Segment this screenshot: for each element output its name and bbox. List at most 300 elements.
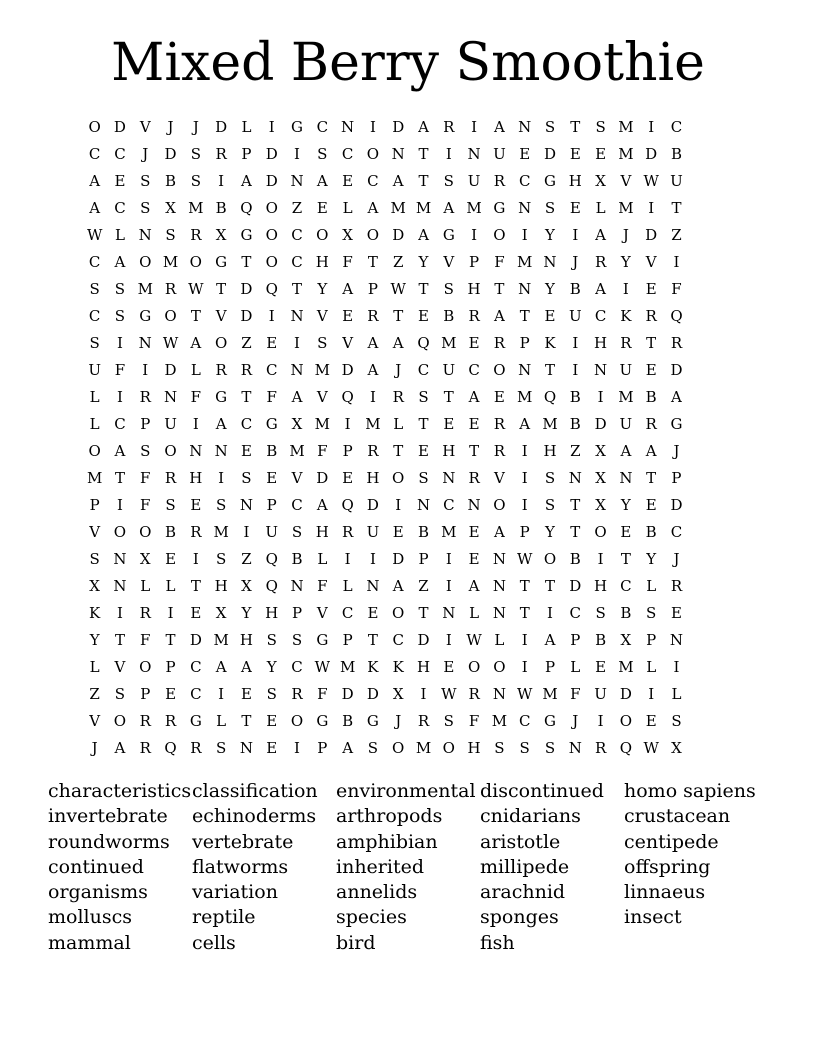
grid-letter: R (670, 576, 683, 595)
grid-letter: S (317, 333, 328, 352)
grid-letter: H (568, 171, 582, 190)
grid-letter: H (265, 603, 279, 622)
grid-letter: J (673, 441, 680, 460)
grid-letter: O (164, 306, 177, 325)
grid-letter: R (417, 711, 430, 730)
grid-letter: O (265, 198, 278, 217)
grid-letter: C (114, 414, 126, 433)
grid-letter: S (89, 333, 100, 352)
grid-letter: N (518, 117, 532, 136)
grid-letter: J (395, 711, 402, 730)
grid-letter: T (190, 306, 201, 325)
grid-letter: B (417, 522, 430, 541)
grid-letter: Z (418, 576, 429, 595)
grid-letter: Z (671, 225, 682, 244)
grid-letter: S (114, 306, 126, 325)
grid-letter: A (671, 387, 682, 406)
grid-letter: A (241, 171, 252, 190)
grid-letter: M (415, 198, 432, 217)
grid-letter: L (89, 387, 100, 406)
grid-letter: I (192, 414, 199, 433)
grid-letter: E (342, 171, 354, 190)
grid-letter: V (215, 306, 227, 325)
grid-letter: I (192, 549, 199, 568)
grid-letter: M (415, 738, 432, 757)
grid-letter: E (544, 306, 556, 325)
grid-letter: R (392, 387, 404, 406)
grid-letter: U (493, 144, 506, 163)
grid-letter: G (291, 117, 304, 136)
grid-letter: S (544, 117, 556, 136)
grid-letter: N (290, 576, 304, 595)
grid-letter: D (215, 117, 228, 136)
word-list-item: characteristics (48, 780, 192, 802)
grid-letter: T (418, 144, 429, 163)
grid-letter: I (243, 522, 250, 541)
grid-letter: B (443, 306, 455, 325)
grid-letter: A (392, 171, 404, 190)
grid-letter: S (215, 495, 227, 514)
grid-letter: T (646, 468, 657, 487)
grid-letter: Y (266, 657, 277, 676)
grid-letter: E (645, 495, 657, 514)
grid-letter: E (569, 144, 581, 163)
grid-letter: M (390, 198, 406, 217)
grid-letter: C (88, 306, 101, 325)
grid-letter: C (265, 360, 278, 379)
grid-letter: I (116, 387, 123, 406)
grid-letter: U (88, 360, 101, 379)
grid-letter: R (594, 252, 607, 271)
grid-letter: E (443, 414, 455, 433)
grid-letter: P (469, 252, 480, 271)
grid-letter: F (342, 252, 353, 271)
grid-letter: I (572, 225, 579, 244)
grid-row (82, 113, 689, 140)
grid-letter: A (493, 117, 505, 136)
grid-letter: J (142, 144, 149, 163)
grid-letter: Q (543, 387, 557, 406)
grid-letter: M (86, 468, 103, 487)
grid-letter: D (240, 279, 253, 298)
grid-letter: A (114, 252, 126, 271)
grid-letter: E (569, 198, 581, 217)
grid-row (82, 518, 689, 545)
grid-letter: T (367, 252, 378, 271)
grid-letter: V (316, 387, 328, 406)
grid-letter: M (339, 657, 356, 676)
grid-letter: N (518, 360, 532, 379)
grid-letter: Q (240, 198, 253, 217)
grid-row (82, 248, 689, 275)
grid-letter: Q (265, 279, 278, 298)
grid-letter: T (443, 387, 454, 406)
grid-letter: W (188, 279, 204, 298)
grid-letter: T (418, 171, 429, 190)
grid-letter: E (595, 657, 607, 676)
grid-row (82, 545, 689, 572)
grid-letter: M (517, 387, 533, 406)
grid-letter: M (466, 198, 482, 217)
grid-letter: N (290, 306, 304, 325)
grid-letter: A (291, 387, 303, 406)
grid-letter: V (114, 657, 126, 676)
grid-letter: I (420, 684, 427, 703)
grid-letter: E (266, 711, 278, 730)
grid-letter: T (519, 603, 530, 622)
grid-letter: G (366, 711, 379, 730)
word-list-item: cells (192, 931, 236, 954)
grid-letter: K (544, 333, 556, 352)
grid-letter: R (164, 279, 177, 298)
grid-letter: S (266, 684, 277, 703)
grid-letter: U (467, 171, 481, 190)
grid-letter: S (418, 468, 429, 487)
grid-letter: T (646, 333, 657, 352)
grid-letter: C (88, 252, 101, 271)
grid-letter: E (342, 468, 354, 487)
grid-letter: G (316, 711, 329, 730)
grid-letter: V (620, 171, 632, 190)
grid-row (82, 464, 689, 491)
word-list-item: inherited (336, 855, 424, 878)
grid-letter: E (266, 468, 278, 487)
grid-letter: E (190, 495, 202, 514)
grid-letter: H (315, 252, 329, 271)
grid-letter: C (114, 198, 126, 217)
grid-letter: L (114, 225, 125, 244)
grid-letter: M (618, 198, 634, 217)
grid-letter: P (165, 657, 176, 676)
grid-letter: R (620, 333, 632, 352)
grid-letter: O (594, 522, 607, 541)
word-list-item: amphibian (336, 830, 438, 853)
word-list-item: aristotle (480, 830, 561, 853)
grid-letter: I (218, 171, 225, 190)
grid-letter: C (88, 144, 101, 163)
grid-letter: R (341, 522, 354, 541)
grid-letter: D (265, 171, 278, 190)
word-list-item: invertebrate (48, 805, 168, 828)
grid-letter: A (114, 441, 126, 460)
grid-letter: S (114, 279, 126, 298)
grid-letter: T (114, 468, 125, 487)
grid-letter: E (266, 333, 278, 352)
grid-row (82, 275, 689, 302)
grid-letter: P (342, 441, 353, 460)
grid-letter: B (266, 441, 278, 460)
grid-letter: E (493, 387, 505, 406)
grid-letter: B (165, 171, 177, 190)
grid-letter: A (392, 333, 404, 352)
word-list-item: millipede (480, 855, 570, 878)
grid-letter: Z (89, 684, 100, 703)
word-list (48, 779, 768, 956)
word-list-item: flatworms (192, 855, 289, 878)
grid-row (82, 626, 689, 653)
word-list-item: cnidarians (480, 805, 581, 828)
grid-row (82, 140, 689, 167)
grid-letter: V (316, 306, 328, 325)
grid-letter: Z (392, 252, 404, 271)
grid-letter: H (416, 657, 431, 676)
grid-letter: M (213, 522, 229, 541)
grid-letter: N (113, 549, 127, 568)
grid-row (82, 653, 689, 680)
grid-letter: T (393, 306, 404, 325)
grid-letter: N (442, 603, 456, 622)
grid-letter: D (240, 306, 253, 325)
grid-letter: O (139, 657, 152, 676)
grid-letter: R (164, 468, 177, 487)
grid-letter: A (418, 225, 429, 244)
grid-letter: U (619, 414, 633, 433)
grid-letter: D (392, 225, 405, 244)
grid-letter: O (366, 225, 380, 244)
grid-letter: K (89, 603, 101, 622)
grid-letter: E (519, 144, 531, 163)
grid-letter: R (645, 414, 657, 433)
grid-letter: A (519, 414, 531, 433)
grid-letter: F (317, 441, 328, 460)
grid-letter: N (568, 738, 582, 757)
grid-letter: F (468, 711, 480, 730)
word-list-item: insect (624, 906, 682, 929)
grid-letter: H (543, 441, 557, 460)
grid-letter: E (165, 549, 177, 568)
grid-row (82, 356, 689, 383)
grid-letter: D (645, 144, 658, 163)
grid-letter: D (392, 549, 405, 568)
grid-letter: M (618, 657, 634, 676)
grid-letter: O (493, 495, 506, 514)
grid-letter: N (113, 576, 127, 595)
grid-letter: R (443, 117, 455, 136)
grid-letter: T (570, 117, 581, 136)
grid-letter: B (569, 279, 581, 298)
grid-letter: P (89, 495, 100, 514)
grid-letter: R (164, 711, 177, 730)
grid-letter: I (268, 117, 275, 136)
grid-letter: Q (265, 549, 278, 568)
word-list-item: arachnid (480, 881, 566, 904)
grid-letter: E (165, 684, 177, 703)
grid-letter: R (215, 360, 227, 379)
grid-letter: E (418, 441, 429, 460)
grid-letter: O (392, 603, 405, 622)
grid-letter: J (673, 549, 680, 568)
grid-letter: M (618, 117, 634, 136)
grid-letter: E (240, 441, 252, 460)
grid-letter: F (140, 495, 151, 514)
grid-letter: M (289, 441, 305, 460)
grid-letter: R (215, 144, 227, 163)
grid-letter: R (468, 684, 480, 703)
grid-letter: J (622, 225, 629, 244)
grid-letter: V (139, 117, 151, 136)
grid-letter: B (342, 711, 354, 730)
grid-letter: S (291, 522, 303, 541)
grid-letter: C (190, 684, 202, 703)
grid-letter: S (266, 630, 277, 649)
grid-letter: I (597, 549, 604, 568)
grid-letter: T (570, 522, 581, 541)
grid-letter: I (268, 306, 275, 325)
grid-letter: X (215, 603, 227, 622)
grid-letter: E (671, 603, 682, 622)
grid-letter: C (316, 117, 329, 136)
word-list-item: organisms (48, 881, 148, 904)
page-title: Mixed Berry Smoothie (111, 33, 705, 93)
grid-letter: L (89, 414, 100, 433)
grid-letter: V (443, 252, 455, 271)
grid-letter: I (521, 225, 528, 244)
grid-letter: E (190, 603, 202, 622)
grid-letter: T (494, 279, 505, 298)
grid-letter: O (442, 738, 455, 757)
grid-letter: E (620, 522, 632, 541)
grid-letter: N (568, 468, 582, 487)
grid-letter: O (189, 252, 202, 271)
grid-letter: I (648, 117, 655, 136)
grid-letter: H (467, 279, 481, 298)
grid-letter: E (240, 684, 252, 703)
word-list-item: vertebrate (192, 830, 294, 853)
grid-letter: R (190, 225, 202, 244)
grid-letter: R (291, 684, 303, 703)
grid-letter: S (114, 684, 126, 703)
grid-letter: D (619, 684, 632, 703)
grid-letter: N (138, 225, 152, 244)
grid-letter: Y (241, 603, 252, 622)
grid-letter: I (648, 684, 655, 703)
grid-letter: J (572, 252, 579, 271)
grid-letter: X (139, 549, 151, 568)
grid-letter: L (393, 414, 404, 433)
grid-letter: P (519, 333, 530, 352)
grid-letter: Y (545, 279, 555, 298)
grid-letter: G (544, 171, 556, 190)
grid-letter: T (292, 279, 303, 298)
grid-letter: P (367, 279, 378, 298)
grid-letter: I (369, 387, 376, 406)
grid-letter: R (594, 738, 607, 757)
grid-letter: D (594, 414, 607, 433)
grid-letter: C (417, 360, 430, 379)
grid-letter: C (569, 603, 582, 622)
grid-letter: Y (317, 279, 328, 298)
grid-letter: N (492, 549, 506, 568)
grid-letter: S (165, 225, 176, 244)
grid-letter: R (139, 387, 151, 406)
grid-letter: A (645, 441, 657, 460)
grid-row (82, 707, 689, 734)
grid-letter: F (140, 630, 151, 649)
grid-letter: I (572, 333, 579, 352)
grid-letter: D (341, 360, 354, 379)
grid-letter: H (442, 441, 456, 460)
word-column (480, 779, 624, 956)
grid-letter: A (595, 225, 606, 244)
grid-letter: I (547, 603, 553, 622)
grid-letter: S (595, 117, 606, 136)
word-list-item: echinoderms (192, 805, 317, 828)
grid-letter: C (291, 657, 303, 676)
grid-letter: E (443, 657, 455, 676)
grid-letter: T (241, 387, 252, 406)
grid-letter: O (164, 441, 177, 460)
grid-letter: S (671, 711, 682, 730)
grid-letter: A (89, 198, 101, 217)
grid-letter: B (645, 387, 657, 406)
grid-letter: Q (341, 495, 354, 514)
grid-letter: M (314, 414, 330, 433)
grid-letter: R (670, 333, 683, 352)
grid-letter: A (215, 657, 227, 676)
grid-letter: V (342, 333, 354, 352)
grid-letter: I (294, 144, 300, 163)
grid-row (82, 410, 689, 437)
grid-letter: U (366, 522, 380, 541)
word-column (336, 779, 480, 956)
grid-letter: N (391, 144, 405, 163)
grid-letter: Z (570, 441, 581, 460)
grid-letter: A (493, 306, 505, 325)
grid-letter: I (673, 252, 680, 271)
grid-letter: D (569, 576, 582, 595)
grid-letter: N (239, 495, 253, 514)
grid-letter: U (164, 414, 177, 433)
grid-letter: B (645, 522, 657, 541)
grid-letter: V (291, 468, 303, 487)
grid-letter: D (113, 117, 126, 136)
grid-letter: Q (670, 306, 683, 325)
grid-letter: M (618, 144, 634, 163)
grid-letter: Q (619, 738, 633, 757)
grid-letter: N (594, 360, 608, 379)
grid-letter: R (493, 333, 506, 352)
word-column (192, 779, 336, 956)
grid-letter: N (492, 684, 506, 703)
letter-grid (82, 113, 689, 761)
grid-letter: A (190, 333, 202, 352)
grid-letter: D (366, 495, 379, 514)
grid-row (82, 572, 689, 599)
grid-letter: L (216, 711, 227, 730)
grid-letter: R (645, 306, 657, 325)
grid-letter: H (214, 576, 228, 595)
grid-letter: E (392, 522, 404, 541)
grid-letter: T (190, 576, 201, 595)
grid-letter: J (91, 738, 98, 757)
grid-letter: L (89, 657, 100, 676)
grid-letter: I (445, 549, 452, 568)
grid-letter: S (595, 603, 606, 622)
grid-letter: I (344, 549, 351, 568)
grid-letter: C (114, 144, 126, 163)
grid-letter: L (140, 576, 151, 595)
grid-letter: M (517, 252, 533, 271)
grid-letter: A (367, 198, 379, 217)
grid-letter: W (390, 279, 406, 298)
grid-letter: G (670, 414, 683, 433)
word-list-item: environmental (336, 780, 476, 802)
grid-letter: D (543, 144, 556, 163)
grid-letter: S (544, 468, 556, 487)
grid-letter: P (544, 657, 556, 676)
grid-letter: I (142, 360, 149, 379)
grid-letter: X (595, 171, 606, 190)
